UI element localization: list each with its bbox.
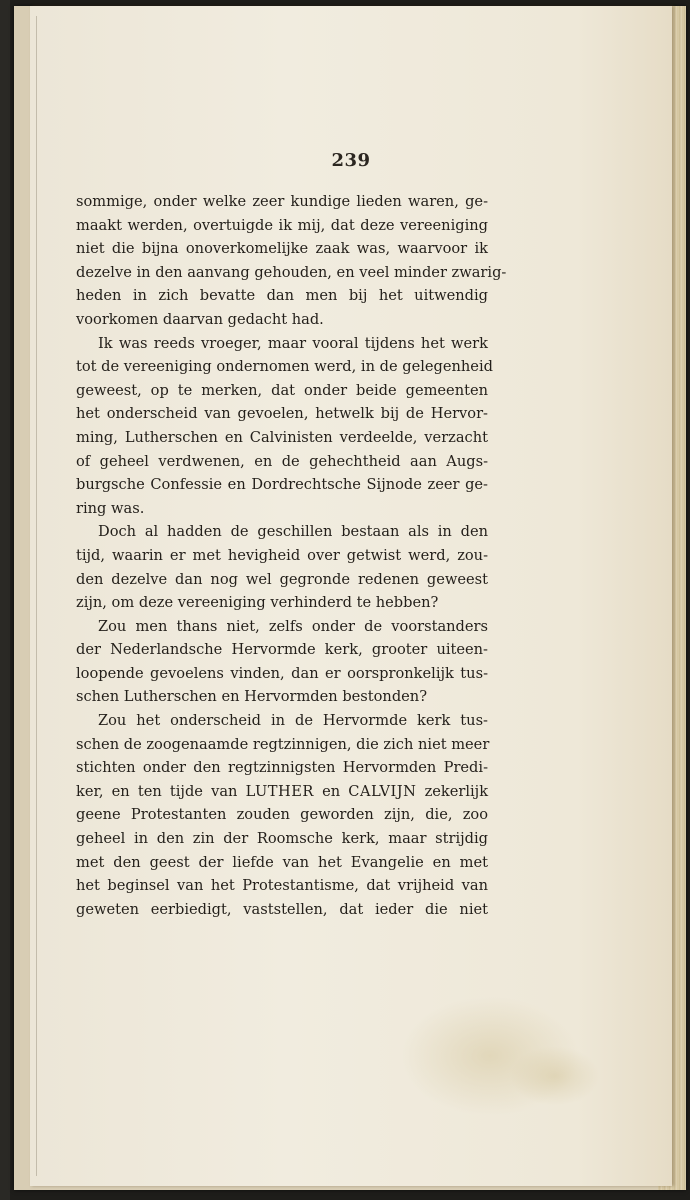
text-line: sommige, onder welke zeer kundige lieden waren, ge- (76, 193, 488, 210)
text-line: burgsche Confessie en Dordrechtsche Sijnode zeer ge- (76, 476, 488, 494)
text-line: het onderscheid van gevoelen, hetwelk bij de Hervor- (76, 405, 488, 423)
page-number: 239 (331, 150, 371, 171)
scanner-edge (0, 0, 10, 1200)
text-line: dezelve in den aanvang gehouden, en veel minder zwarig- (76, 263, 507, 281)
text-line: geweten eerbiedigt, vaststellen, dat ieder die niet (76, 900, 488, 918)
text-segment: ker, en ten tijde van (76, 782, 238, 800)
text-line: geheel in den zin der Roomsche kerk, maar strijdig (76, 830, 488, 848)
text-line: schen Lutherschen en Hervormden bestonden? (76, 688, 428, 706)
text-line: niet die bijna onoverkomelijke zaak was, waarvoor ik (76, 240, 488, 258)
text-line: ming, Lutherschen en Calvinisten verdeelde, verzacht (76, 428, 488, 446)
name-luther: LUTHER (245, 782, 314, 800)
text-line: met den geest der liefde van het Evangelie en met (76, 853, 488, 871)
text-line: Ik was reeds vroeger, maar vooral tijdens het werk (98, 334, 488, 352)
text-line: geweest, op te merken, dat onder beide gemeenten (76, 381, 488, 399)
text-line: schen de zoogenaamde regtzinnigen, die zich niet meer (76, 735, 490, 753)
text-line: of geheel verdwenen, en de gehechtheid aan Augs- (76, 452, 488, 470)
text-line: Zou men thans niet, zelfs onder de voorstanders (98, 617, 488, 635)
book-block (14, 6, 686, 1190)
paper-stain (510, 1046, 600, 1106)
text-line: het beginsel van het Protestantisme, dat vrijheid van (76, 877, 488, 895)
gutter-line (36, 16, 37, 1176)
text-line: heden in zich bevatte dan men bij het uitwendig (76, 287, 488, 305)
name-calvijn: CALVIJN (348, 782, 417, 800)
text-line-with-names (76, 780, 488, 804)
text-line: stichten onder den regtzinnigsten Hervormden Predi- (76, 759, 488, 777)
text-line: der Nederlandsche Hervormde kerk, grooter uiteen- (76, 641, 488, 659)
text-line: loopende gevoelens vinden, dan er oorspronkelijk tus- (76, 664, 488, 682)
text-line: Zou het onderscheid in de Hervormde kerk tus- (98, 712, 488, 730)
text-line: ring was. (76, 499, 145, 517)
text-line: Doch al hadden de geschillen bestaan als in den (98, 523, 488, 541)
text-segment: en (322, 782, 341, 800)
text-segment: zekerlijk (424, 782, 489, 800)
text-line: geene Protestanten zouden geworden zijn, die, zoo (76, 806, 488, 824)
text-line: voorkomen daarvan gedacht had. (76, 310, 324, 328)
text-line: tot de vereeniging ondernomen werd, in de gelegenheid (76, 358, 493, 376)
text-line: maakt werden, overtuigde ik mij, dat deze vereeniging (76, 216, 488, 234)
text-line: tijd, waarin er met hevigheid over getwist werd, zou- (76, 546, 488, 564)
text-line: zijn, om deze vereeniging verhinderd te hebben? (76, 594, 439, 612)
body-text (76, 190, 507, 921)
text-line: den dezelve dan nog wel gegronde redenen geweest (76, 570, 488, 588)
book-page (30, 6, 672, 1186)
